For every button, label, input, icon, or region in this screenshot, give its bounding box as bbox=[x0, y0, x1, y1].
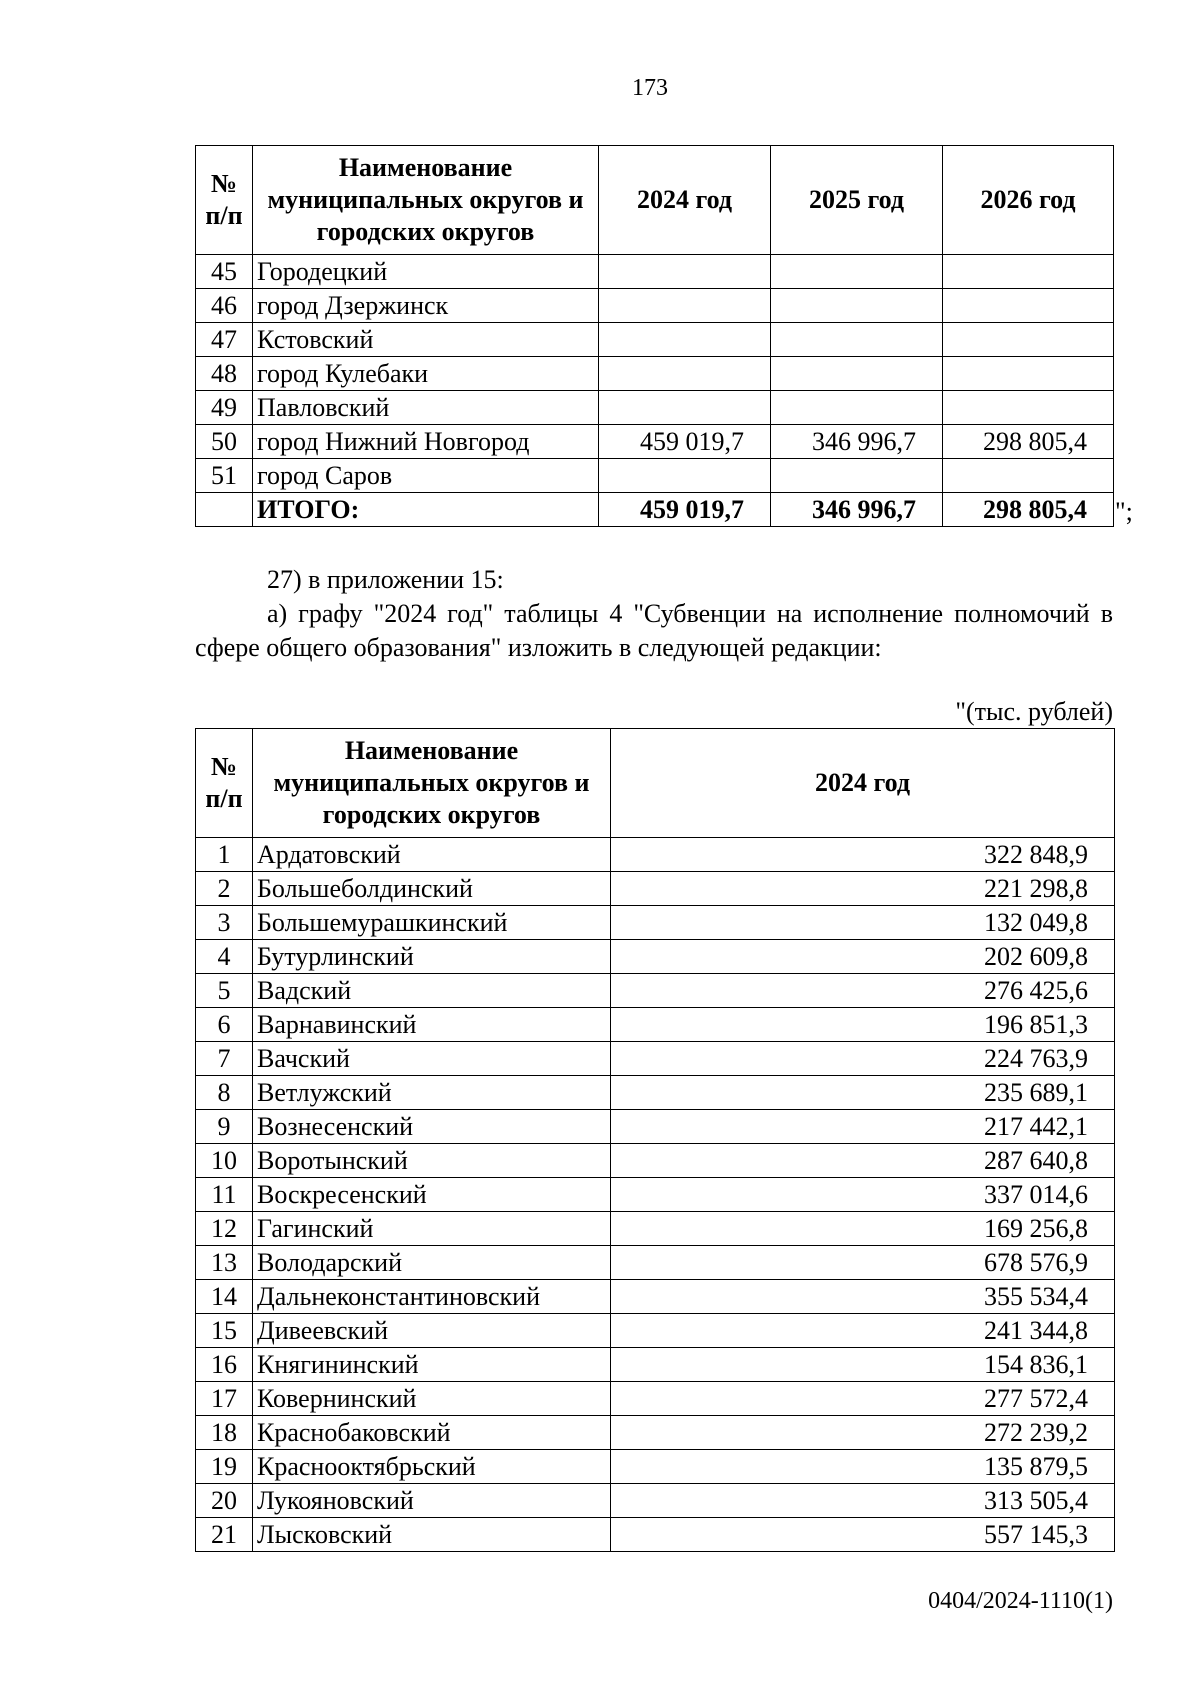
table-row bbox=[196, 255, 1114, 289]
row-2026 bbox=[943, 289, 1114, 323]
table-row bbox=[196, 425, 1114, 459]
row-value: 557 145,3 bbox=[611, 1518, 1115, 1552]
row-num: 12 bbox=[196, 1212, 253, 1246]
row-value: 132 049,8 bbox=[611, 906, 1115, 940]
row-value: 678 576,9 bbox=[611, 1246, 1115, 1280]
row-name: город Саров bbox=[253, 459, 599, 493]
table-row bbox=[196, 323, 1114, 357]
header-2025: 2025 год bbox=[771, 146, 943, 255]
table-close-quote: "; bbox=[1115, 497, 1133, 526]
row-name: город Дзержинск bbox=[253, 289, 599, 323]
row-name: Воротынский bbox=[253, 1144, 611, 1178]
table2-header-row bbox=[196, 729, 1115, 838]
table-row bbox=[196, 872, 1115, 906]
header-num: № п/п bbox=[196, 146, 253, 255]
row-2025: 346 996,7 bbox=[771, 425, 943, 459]
row-value: 272 239,2 bbox=[611, 1416, 1115, 1450]
row-value: 313 505,4 bbox=[611, 1484, 1115, 1518]
total-2025: 346 996,7 bbox=[771, 493, 943, 527]
unit-label: "(тыс. рублей) bbox=[955, 697, 1113, 726]
row-num: 45 bbox=[196, 255, 253, 289]
row-name: Дивеевский bbox=[253, 1314, 611, 1348]
table-row bbox=[196, 1110, 1115, 1144]
subsidy-table-continued bbox=[195, 145, 1114, 527]
row-num: 48 bbox=[196, 357, 253, 391]
row-name: Большеболдинский bbox=[253, 872, 611, 906]
row-name: Вознесенский bbox=[253, 1110, 611, 1144]
row-name: Гагинский bbox=[253, 1212, 611, 1246]
row-2024 bbox=[599, 255, 771, 289]
header-num: № п/п bbox=[196, 729, 253, 838]
row-num: 18 bbox=[196, 1416, 253, 1450]
row-2024 bbox=[599, 391, 771, 425]
header-2026: 2026 год bbox=[943, 146, 1114, 255]
total-2026: 298 805,4 bbox=[943, 493, 1114, 527]
row-name: Лукояновский bbox=[253, 1484, 611, 1518]
row-name: город Кулебаки bbox=[253, 357, 599, 391]
row-name: Воскресенский bbox=[253, 1178, 611, 1212]
row-num: 1 bbox=[196, 838, 253, 872]
table-row bbox=[196, 1178, 1115, 1212]
row-name: город Нижний Новгород bbox=[253, 425, 599, 459]
row-value: 221 298,8 bbox=[611, 872, 1115, 906]
row-2025 bbox=[771, 391, 943, 425]
page-number: 173 bbox=[632, 75, 668, 101]
row-2024 bbox=[599, 459, 771, 493]
row-num: 13 bbox=[196, 1246, 253, 1280]
row-value: 202 609,8 bbox=[611, 940, 1115, 974]
table-row bbox=[196, 391, 1114, 425]
body-paragraph: а) графу "2024 год" таблицы 4 "Субвенции на исполнение полномочий в сфере общего образования" изложить в следующей редакции: bbox=[195, 599, 1113, 662]
row-num: 8 bbox=[196, 1076, 253, 1110]
row-num: 17 bbox=[196, 1382, 253, 1416]
row-num: 15 bbox=[196, 1314, 253, 1348]
row-num: 49 bbox=[196, 391, 253, 425]
table-row bbox=[196, 1246, 1115, 1280]
table-row bbox=[196, 289, 1114, 323]
row-value: 276 425,6 bbox=[611, 974, 1115, 1008]
table-row bbox=[196, 940, 1115, 974]
table-row bbox=[196, 906, 1115, 940]
row-2025 bbox=[771, 459, 943, 493]
row-name: Ардатовский bbox=[253, 838, 611, 872]
row-num: 16 bbox=[196, 1348, 253, 1382]
table-row bbox=[196, 974, 1115, 1008]
row-name: Дальнеконстантиновский bbox=[253, 1280, 611, 1314]
row-name: Бутурлинский bbox=[253, 940, 611, 974]
header-2024: 2024 год bbox=[599, 146, 771, 255]
row-value: 241 344,8 bbox=[611, 1314, 1115, 1348]
total-2024: 459 019,7 bbox=[599, 493, 771, 527]
row-num: 10 bbox=[196, 1144, 253, 1178]
table1-header-row bbox=[196, 146, 1114, 255]
row-num: 7 bbox=[196, 1042, 253, 1076]
row-2024 bbox=[599, 289, 771, 323]
table-row bbox=[196, 1042, 1115, 1076]
table1-body bbox=[196, 255, 1114, 493]
table-row bbox=[196, 1450, 1115, 1484]
row-name: Володарский bbox=[253, 1246, 611, 1280]
row-value: 154 836,1 bbox=[611, 1348, 1115, 1382]
table-row bbox=[196, 1382, 1115, 1416]
row-name: Краснооктябрьский bbox=[253, 1450, 611, 1484]
row-num: 20 bbox=[196, 1484, 253, 1518]
row-name: Ковернинский bbox=[253, 1382, 611, 1416]
education-subvention-table bbox=[195, 728, 1115, 1552]
row-name: Павловский bbox=[253, 391, 599, 425]
row-num: 21 bbox=[196, 1518, 253, 1552]
row-2026: 298 805,4 bbox=[943, 425, 1114, 459]
row-value: 355 534,4 bbox=[611, 1280, 1115, 1314]
row-num: 2 bbox=[196, 872, 253, 906]
header-2024: 2024 год bbox=[611, 729, 1115, 838]
total-num-cell bbox=[196, 493, 253, 527]
row-2026 bbox=[943, 323, 1114, 357]
row-2025 bbox=[771, 357, 943, 391]
row-num: 6 bbox=[196, 1008, 253, 1042]
row-value: 322 848,9 bbox=[611, 838, 1115, 872]
section-heading: 27) в приложении 15: bbox=[267, 565, 504, 594]
row-name: Вадский bbox=[253, 974, 611, 1008]
row-num: 14 bbox=[196, 1280, 253, 1314]
row-2026 bbox=[943, 357, 1114, 391]
row-name: Краснобаковский bbox=[253, 1416, 611, 1450]
table-row bbox=[196, 1280, 1115, 1314]
row-num: 3 bbox=[196, 906, 253, 940]
row-num: 5 bbox=[196, 974, 253, 1008]
row-2026 bbox=[943, 391, 1114, 425]
table-row bbox=[196, 1484, 1115, 1518]
row-name: Варнавинский bbox=[253, 1008, 611, 1042]
row-name: Ветлужский bbox=[253, 1076, 611, 1110]
row-value: 169 256,8 bbox=[611, 1212, 1115, 1246]
table-row bbox=[196, 1518, 1115, 1552]
row-value: 235 689,1 bbox=[611, 1076, 1115, 1110]
header-name: Наименование муниципальных округов и городских округов bbox=[253, 146, 599, 255]
table-row bbox=[196, 1348, 1115, 1382]
table-row bbox=[196, 1212, 1115, 1246]
row-2026 bbox=[943, 255, 1114, 289]
table-row bbox=[196, 1144, 1115, 1178]
row-2024 bbox=[599, 323, 771, 357]
row-num: 47 bbox=[196, 323, 253, 357]
table-row bbox=[196, 357, 1114, 391]
row-name: Княгининский bbox=[253, 1348, 611, 1382]
row-value: 224 763,9 bbox=[611, 1042, 1115, 1076]
table-row bbox=[196, 459, 1114, 493]
row-num: 4 bbox=[196, 940, 253, 974]
table-row bbox=[196, 838, 1115, 872]
table-row bbox=[196, 1076, 1115, 1110]
header-name: Наименование муниципальных округов и городских округов bbox=[253, 729, 611, 838]
row-2025 bbox=[771, 255, 943, 289]
document-code: 0404/2024-1110(1) bbox=[928, 1588, 1113, 1614]
total-label: ИТОГО: bbox=[253, 493, 599, 527]
table2-body bbox=[196, 838, 1115, 1552]
row-value: 217 442,1 bbox=[611, 1110, 1115, 1144]
row-value: 287 640,8 bbox=[611, 1144, 1115, 1178]
row-num: 51 bbox=[196, 459, 253, 493]
row-2025 bbox=[771, 289, 943, 323]
row-name: Лысковский bbox=[253, 1518, 611, 1552]
row-name: Большемурашкинский bbox=[253, 906, 611, 940]
row-name: Кстовский bbox=[253, 323, 599, 357]
row-value: 277 572,4 bbox=[611, 1382, 1115, 1416]
row-name: Городецкий bbox=[253, 255, 599, 289]
table-row bbox=[196, 1008, 1115, 1042]
row-value: 337 014,6 bbox=[611, 1178, 1115, 1212]
row-name: Вачский bbox=[253, 1042, 611, 1076]
row-num: 11 bbox=[196, 1178, 253, 1212]
table-row bbox=[196, 1314, 1115, 1348]
row-2024: 459 019,7 bbox=[599, 425, 771, 459]
row-2026 bbox=[943, 459, 1114, 493]
row-num: 46 bbox=[196, 289, 253, 323]
table-row bbox=[196, 1416, 1115, 1450]
row-num: 19 bbox=[196, 1450, 253, 1484]
row-value: 135 879,5 bbox=[611, 1450, 1115, 1484]
row-num: 50 bbox=[196, 425, 253, 459]
row-2024 bbox=[599, 357, 771, 391]
table1-total-row bbox=[196, 493, 1114, 527]
row-value: 196 851,3 bbox=[611, 1008, 1115, 1042]
row-2025 bbox=[771, 323, 943, 357]
row-num: 9 bbox=[196, 1110, 253, 1144]
